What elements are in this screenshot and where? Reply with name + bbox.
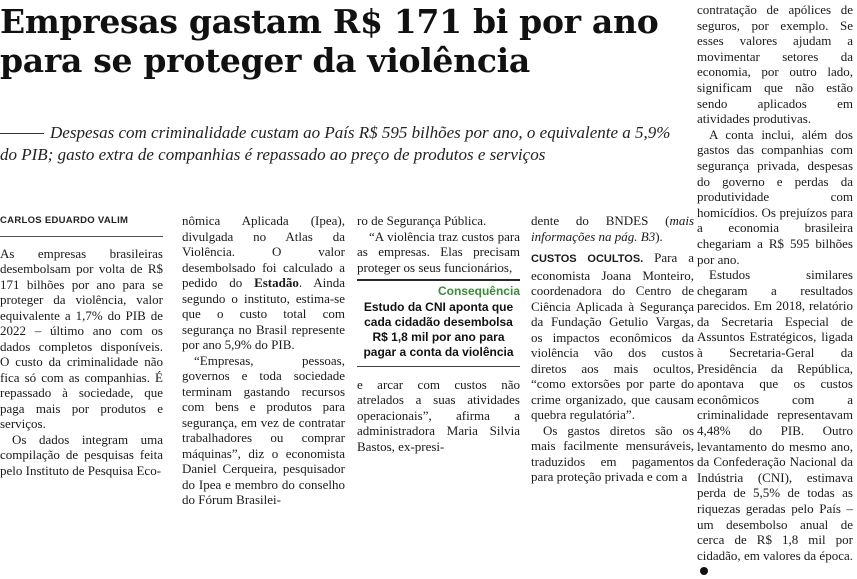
col5-paragraph-2: A conta inclui, além dos gastos das companhias com segurança privada, despesas do governo e perdas da produtividade com homicídios. Os prejuízos para a economia brasileira chegariam a R$ 595 bilhões por ano.	[697, 126, 853, 267]
col2-paragraph-2: “Empresas, pessoas, governos e toda sociedade terminam gastando recursos com bens e produtos para segurança, em vez de contratar trabalhadores ou comprar máquinas”, diz o economista Daniel Cerqueira, pesquisador do Ipea e membro do conselho do Fórum Brasilei-	[182, 352, 345, 507]
col2-paragraph-1: nômica Aplicada (Ipea), divulgada no Atlas da Violência. O valor desembolsado foi calculado a pedido do Estadão. Ainda segundo o instituto, estima-se que o custo total com segurança no Brasil represente por ano 5,9% do PIB.	[182, 213, 345, 352]
col4-paragraph-1: dente do BNDES (mais informações na pág. B3).	[531, 213, 694, 244]
byline: CARLOS EDUARDO VALIM	[0, 213, 163, 237]
pull-quote	[357, 279, 520, 367]
page-reference: mais informações na pág. B3	[531, 213, 694, 244]
article-column-5	[697, 2, 853, 579]
col4-paragraph-3: Os gastos diretos são os mais facilmente mensuráveis, traduzidos em pagamentos para proteção privada e com a	[531, 422, 694, 484]
col5-paragraph-3: Estudos similares chegaram a resultados parecidos. Em 2018, relatório da Secretaria Especial de Assuntos Estratégicos, ligada à Secretaria-Geral da Presidência da República, apontava que os custos econômicos com a criminalidade representavam 4,48% do PIB. Outro levantamento do mesmo ano, da Confederação Nacional da Indústria (CNI), estimava perda de 5,5% de todas as riquezas geradas pelo País – um desembolso anual de cerca de R$ 1,8 mil por cidadão, em valores da época.	[697, 267, 853, 579]
col3-paragraph-2: “A violência traz custos para as empresas. Elas precisam proteger os seus funcionários,	[357, 228, 520, 275]
col3-paragraph-1: ro de Segurança Pública.	[357, 213, 487, 228]
deck-text: Despesas com criminalidade custam ao País R$ 595 bilhões por ano, o equivalente a 5,9% do PIB; gasto extra de companhias é repassado ao preço de produtos e serviços	[0, 123, 671, 164]
col5-paragraph-1: contratação de apólices de seguros, por exemplo. Se esses valores ajudam a movimentar setores da economia, por outro lado, significam que não estão sendo aplicados em atividades produtivas.	[697, 2, 853, 127]
col4-paragraph-2: CUSTOS OCULTOS. Para a economista Joana Monteiro, coordenadora do Centro de Ciência Aplicada à Segurança da Fundação Getulio Vargas, os impactos econômicos da violência vão dos custos diretos aos mais ocultos, “como extorsões por parte do crime organizado, que causam quebra regulatória”.	[531, 250, 694, 422]
pull-quote-kicker: Consequência	[437, 284, 520, 298]
col1-paragraph-2: Os dados integram uma compilação de pesquisas feita pelo Instituto de Pesquisa Eco-	[0, 431, 163, 478]
subheading-custos-ocultos: CUSTOS OCULTOS.	[531, 253, 644, 265]
deck-rule	[0, 133, 44, 134]
article-column-2	[182, 213, 345, 508]
pull-quote-text: Estudo da CNI aponta que cada cidadão desembolsa R$ 1,8 mil por ano para pagar a conta da violência	[363, 299, 514, 359]
article-column-3	[357, 213, 520, 454]
estadao-name: Estadão	[254, 275, 299, 290]
col1-paragraph-1: As empresas brasileiras desembolsam por volta de R$ 171 bilhões por ano para se proteger da violência, valor equivalente a 1,7% do PIB de 2022 – último ano com os dados completos disponíveis. O custo da criminalidade não fica só com as companhias. É repassado à sociedade, que paga mais por produtos e serviços.	[0, 245, 163, 431]
article-column-1	[0, 213, 163, 478]
article-column-4	[531, 213, 694, 485]
headline: Empresas gastam R$ 171 bi por ano para se proteger da violência	[0, 2, 659, 80]
end-of-article-mark	[700, 567, 708, 575]
col3-paragraph-3: e arcar com custos não atrelados a suas atividades operacionais”, afirma a administradora Maria Silvia Bastos, ex-presi-	[357, 376, 520, 454]
deck-subheadline	[0, 122, 680, 166]
